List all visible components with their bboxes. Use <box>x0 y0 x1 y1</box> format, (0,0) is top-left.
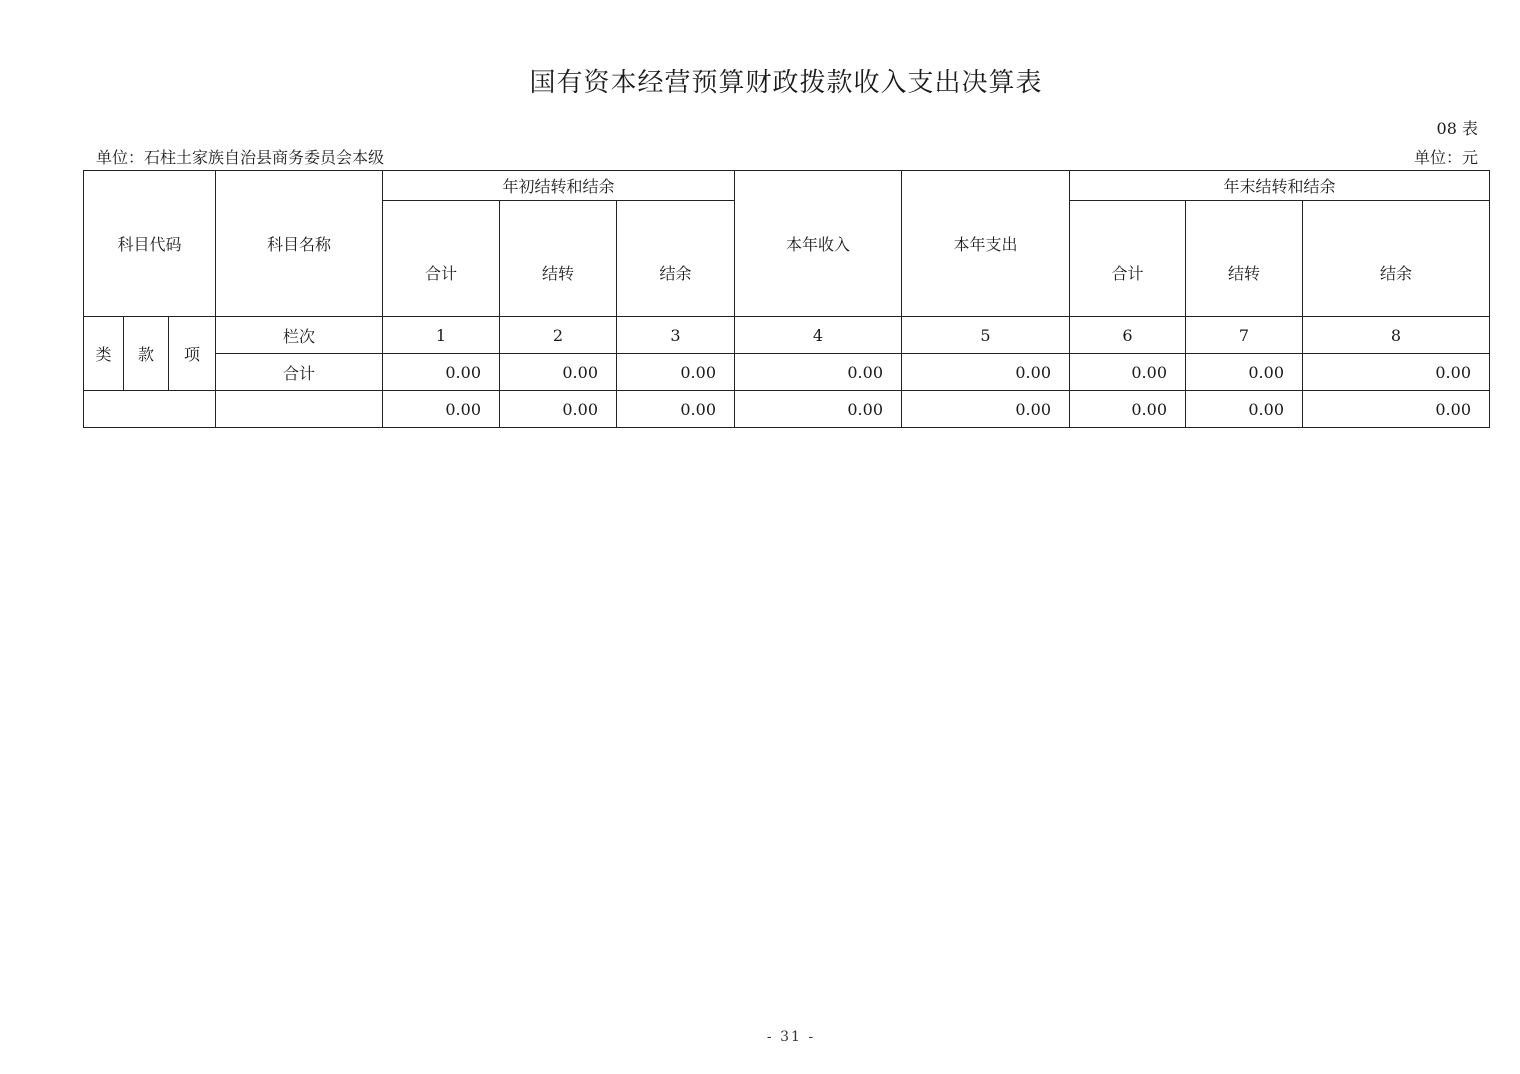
column-number: 6 <box>1070 317 1186 354</box>
total-value: 0.00 <box>1186 354 1303 391</box>
header-expense: 本年支出 <box>902 171 1070 317</box>
row-value: 0.00 <box>902 391 1070 428</box>
total-value: 0.00 <box>1070 354 1186 391</box>
header-begin-group: 年初结转和结余 <box>383 171 735 201</box>
total-value: 0.00 <box>500 354 617 391</box>
column-number: 1 <box>383 317 500 354</box>
header-end-group: 年末结转和结余 <box>1070 171 1490 201</box>
column-number: 4 <box>735 317 902 354</box>
header-begin-total: 合计 <box>383 201 500 317</box>
header-row-1 <box>84 171 1490 201</box>
column-seq-label: 栏次 <box>216 317 383 354</box>
table-number: 08 表 <box>1436 119 1478 138</box>
row-value: 0.00 <box>735 391 902 428</box>
unit-currency: 单位：元 <box>1413 148 1478 167</box>
total-row <box>84 354 1490 391</box>
row-value: 0.00 <box>1070 391 1186 428</box>
header-code: 科目代码 <box>84 171 216 317</box>
column-number: 8 <box>1303 317 1490 354</box>
header-end-total: 合计 <box>1070 201 1186 317</box>
column-number: 3 <box>617 317 735 354</box>
total-label: 合计 <box>216 354 383 391</box>
row-code <box>84 391 216 428</box>
header-xiang: 项 <box>169 317 216 391</box>
header-income: 本年收入 <box>735 171 902 317</box>
column-number: 5 <box>902 317 1070 354</box>
page-number: - 31 - <box>766 1029 816 1045</box>
row-name <box>216 391 383 428</box>
page-title: 国有资本经营预算财政拨款收入支出决算表 <box>529 68 1043 98</box>
column-number: 7 <box>1186 317 1303 354</box>
row-value: 0.00 <box>383 391 500 428</box>
column-number-row <box>84 317 1490 354</box>
row-value: 0.00 <box>617 391 735 428</box>
total-value: 0.00 <box>617 354 735 391</box>
column-number: 2 <box>500 317 617 354</box>
total-value: 0.00 <box>1303 354 1490 391</box>
total-value: 0.00 <box>902 354 1070 391</box>
header-lei: 类 <box>84 317 124 391</box>
unit-organization: 单位：石柱土家族自治县商务委员会本级 <box>96 148 385 167</box>
row-value: 0.00 <box>1303 391 1490 428</box>
header-end-carryover: 结转 <box>1186 201 1303 317</box>
header-name: 科目名称 <box>216 171 383 317</box>
header-begin-carryover: 结转 <box>500 201 617 317</box>
table-row <box>84 391 1490 428</box>
header-begin-surplus: 结余 <box>617 201 735 317</box>
row-value: 0.00 <box>1186 391 1303 428</box>
header-end-surplus: 结余 <box>1303 201 1490 317</box>
header-kuan: 款 <box>124 317 169 391</box>
total-value: 0.00 <box>735 354 902 391</box>
row-value: 0.00 <box>500 391 617 428</box>
budget-table <box>83 170 1490 428</box>
total-value: 0.00 <box>383 354 500 391</box>
